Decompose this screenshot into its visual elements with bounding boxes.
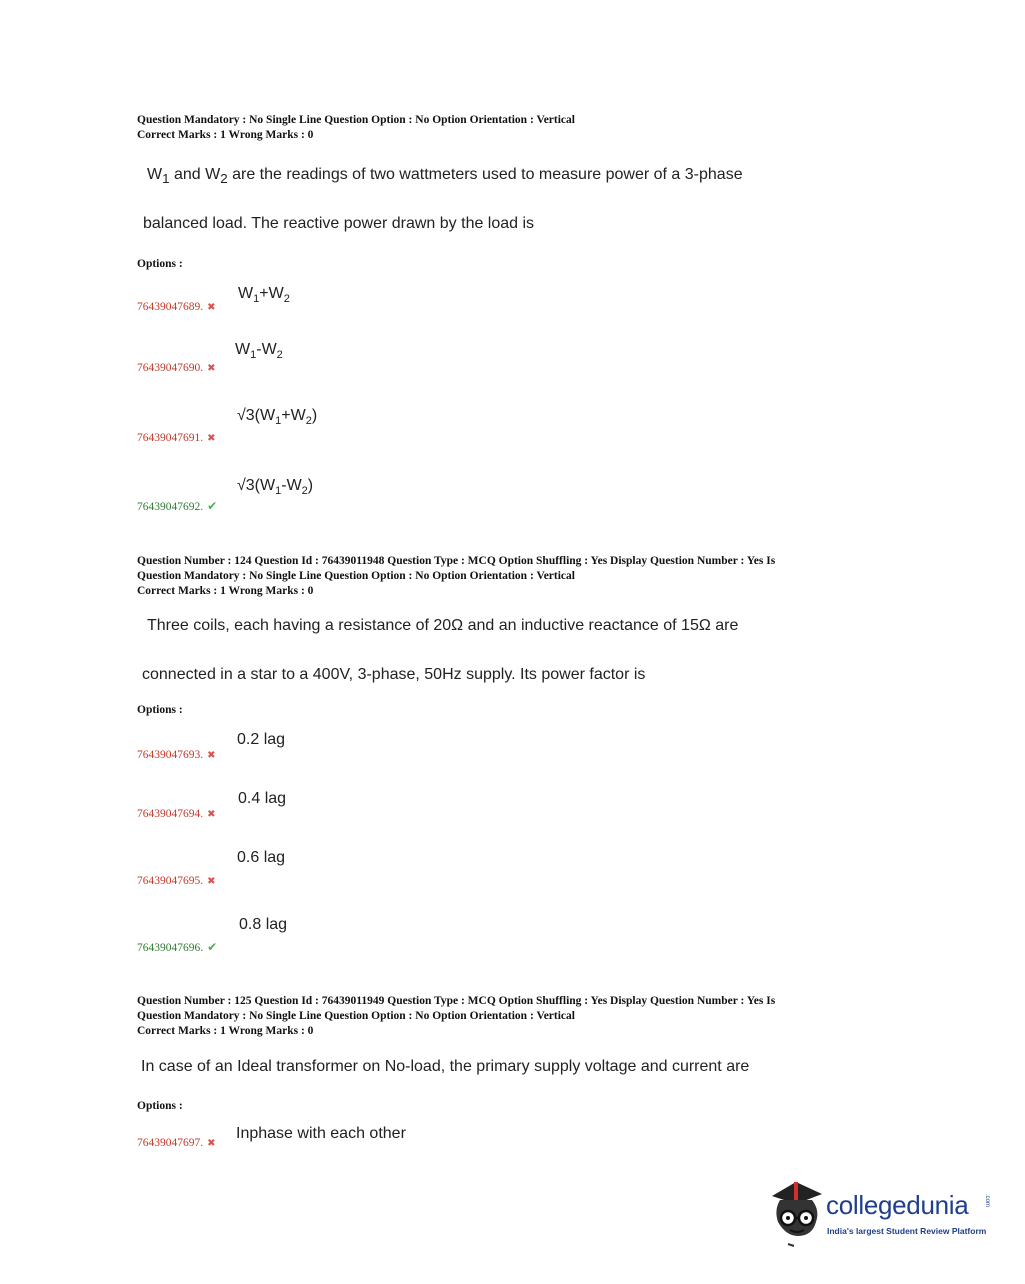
wrong-mark-icon: ✖	[207, 433, 216, 444]
wrong-mark-icon: ✖	[207, 750, 216, 761]
options-label: Options :	[137, 704, 183, 716]
option-text: 0.2 lag	[237, 731, 286, 748]
logo-wordmark: collegedunia	[826, 1190, 969, 1220]
option-text: 0.6 lag	[237, 849, 286, 866]
option-text: 0.4 lag	[238, 790, 287, 807]
question-text-line: Three coils, each having a resistance of 20Ω and an inductive reactance of 15Ω are	[147, 617, 739, 634]
option-id: 76439047694. ✖	[137, 808, 216, 820]
option-text: 0.8 lag	[239, 916, 288, 933]
wrong-mark-icon: ✖	[207, 1138, 216, 1149]
option-id: 76439047690. ✖	[137, 362, 216, 374]
option-id: 76439047689. ✖	[137, 301, 216, 313]
logo-tagline: India's largest Student Review Platform	[827, 1226, 987, 1236]
option-text: $√3(W_1-W_2)$	[237, 477, 314, 498]
meta-line: Question Number : 125 Question Id : 76439011949 Question Type : MCQ Option Shuffling : Yes Display Question Number : Yes Is	[137, 995, 776, 1007]
option-id: 76439047697. ✖	[137, 1137, 216, 1149]
question-meta	[137, 113, 575, 143]
mascot-icon	[766, 1180, 826, 1250]
option-id: 76439047695. ✖	[137, 875, 216, 887]
check-mark-icon: ✔	[207, 940, 218, 954]
options-label: Options :	[137, 1100, 183, 1112]
question-text-line: $W_1$ and $W_2$ are the readings of two wattmeters used to measure power of a 3-phase	[147, 166, 743, 187]
option-id: 76439047692. ✔	[137, 499, 218, 513]
wrong-mark-icon: ✖	[207, 876, 216, 887]
option-id: 76439047691. ✖	[137, 432, 216, 444]
question-text-line: In case of an Ideal transformer on No-load, the primary supply voltage and current are	[141, 1058, 750, 1075]
question-meta	[137, 994, 775, 1039]
option-id: 76439047693. ✖	[137, 749, 216, 761]
question-text-line: balanced load. The reactive power drawn by the load is	[143, 215, 535, 232]
option-text: $W_1+W_2$	[238, 285, 290, 306]
logo-com: .com	[984, 1194, 990, 1208]
meta-line: Question Mandatory : No Single Line Question Option : No Option Orientation : Vertical	[137, 1010, 575, 1022]
option-text: $√3(W_1+W_2)$	[237, 407, 318, 428]
option-text: $W_1-W_2$	[235, 341, 283, 362]
check-mark-icon: ✔	[207, 499, 218, 513]
option-id: 76439047696. ✔	[137, 940, 218, 954]
options-label: Options :	[137, 258, 183, 270]
meta-line: Correct Marks : 1 Wrong Marks : 0	[137, 1025, 314, 1037]
wrong-mark-icon: ✖	[207, 302, 216, 313]
meta-line: Question Number : 124 Question Id : 76439011948 Question Type : MCQ Option Shuffling : Yes Display Question Number : Yes Is	[137, 555, 776, 567]
meta-line: Question Mandatory : No Single Line Question Option : No Option Orientation : Vertical	[137, 570, 575, 582]
meta-line: Correct Marks : 1 Wrong Marks : 0	[137, 585, 314, 597]
meta-line: Question Mandatory : No Single Line Question Option : No Option Orientation : Vertical	[137, 114, 575, 126]
wrong-mark-icon: ✖	[207, 363, 216, 374]
question-text-line: connected in a star to a 400V, 3-phase, 50Hz supply. Its power factor is	[142, 666, 646, 683]
wrong-mark-icon: ✖	[207, 809, 216, 820]
meta-line: Correct Marks : 1 Wrong Marks : 0	[137, 129, 314, 141]
question-meta	[137, 554, 775, 599]
collegedunia-logo	[766, 1180, 996, 1250]
option-text: Inphase with each other	[236, 1125, 406, 1142]
